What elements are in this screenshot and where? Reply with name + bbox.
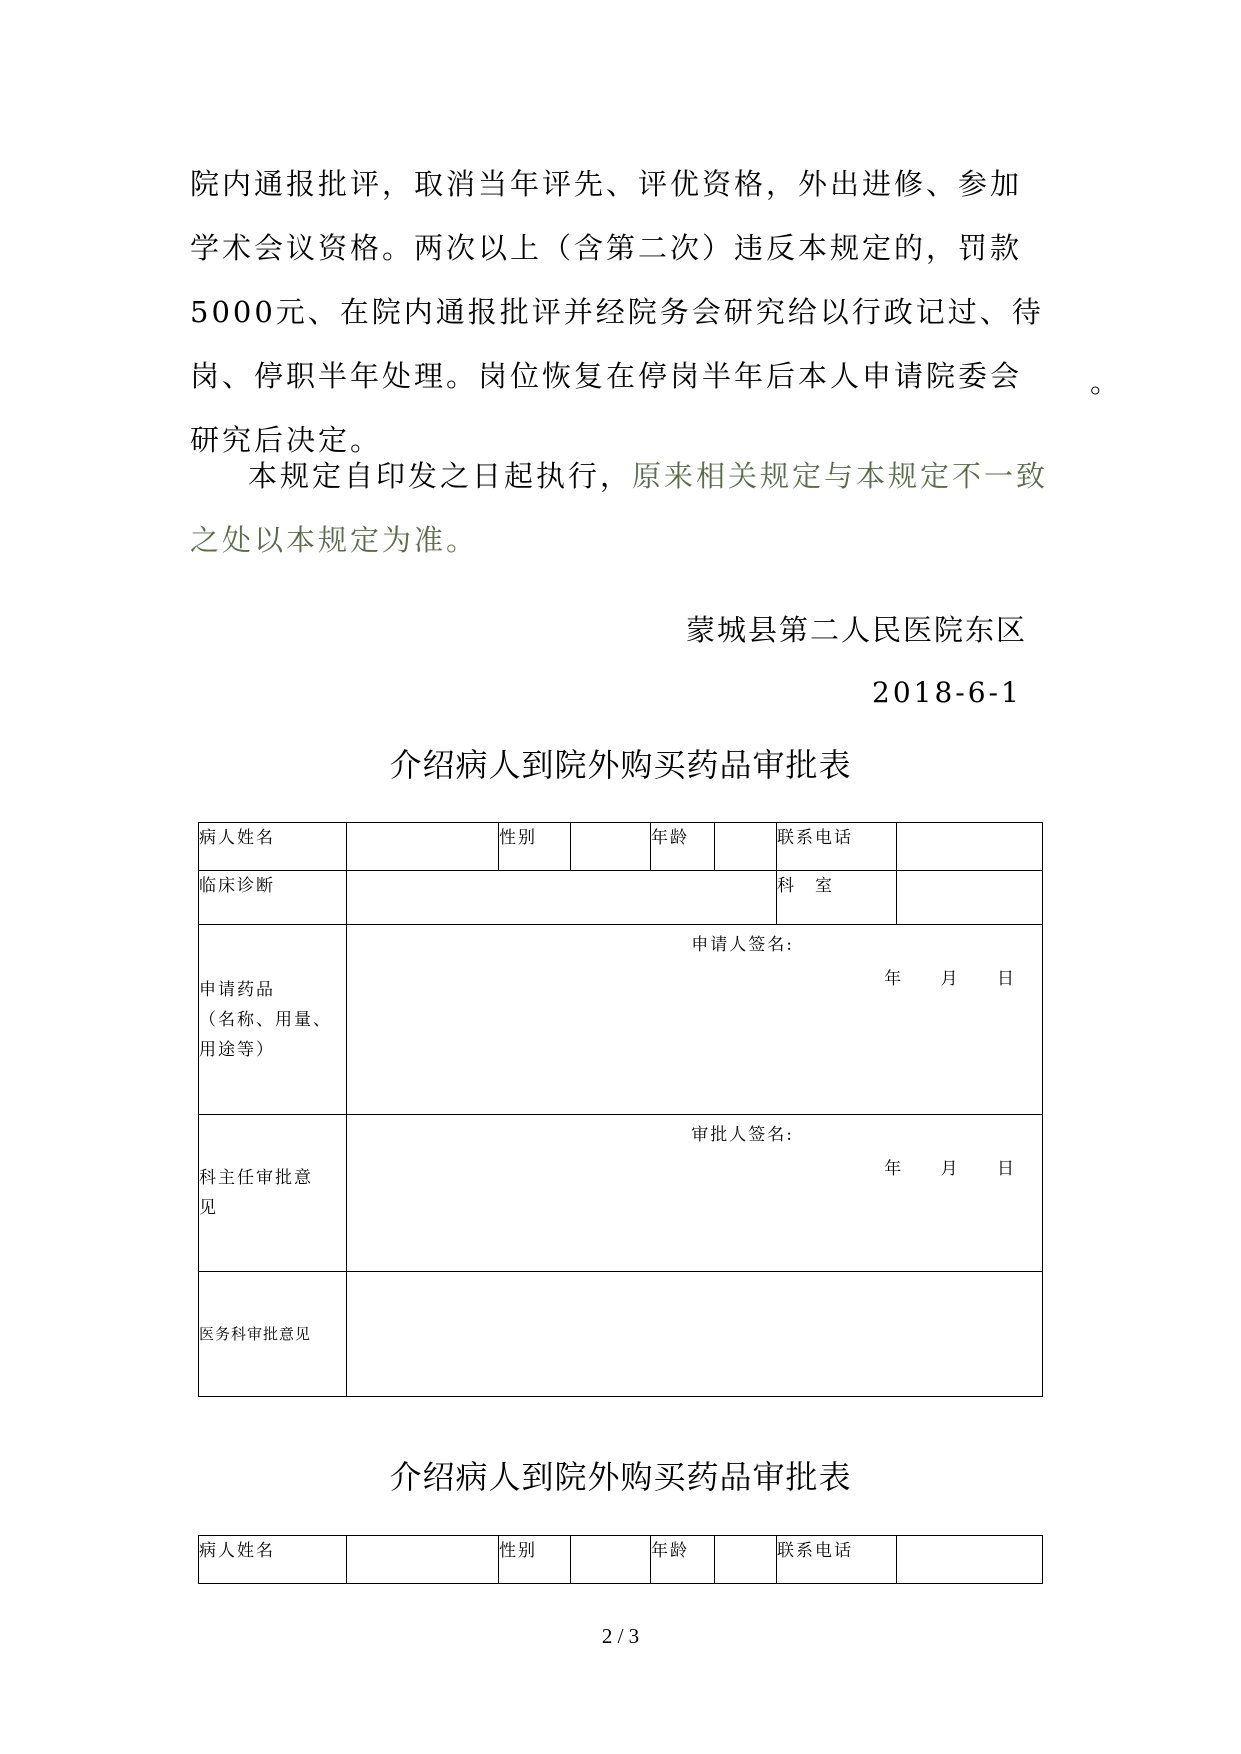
drug-label-line1: 申请药品 — [199, 979, 275, 1000]
paragraph-effective-rest: 原来相关规定与本规定不一致之处以本规定为准。 — [190, 459, 1049, 557]
phone-field-2[interactable] — [897, 1536, 1043, 1584]
director-approval-label — [199, 1115, 347, 1272]
page-number: 2 / 3 — [601, 1624, 640, 1648]
form2-title: 介绍病人到院外购买药品审批表 — [389, 1458, 852, 1496]
age-field[interactable] — [715, 823, 777, 871]
diagnosis-label: 临床诊断 — [199, 871, 347, 925]
diagnosis-field[interactable] — [347, 871, 777, 925]
paragraph-penalty — [190, 152, 1050, 472]
patient-name-field-2[interactable] — [347, 1536, 499, 1584]
phone-label: 联系电话 — [777, 823, 897, 871]
trailing-mark: 。 — [1090, 365, 1120, 399]
medical-affairs-label: 医务科审批意见 — [199, 1272, 347, 1397]
drug-request-field[interactable] — [347, 925, 1043, 1115]
medical-affairs-field[interactable] — [347, 1272, 1043, 1397]
paragraph-penalty-text: 院内通报批评，取消当年评先、评优资格，外出进修、参加学术会议资格。两次以上（含第二次）违反本规定的，罚款5000元、在院内通报批评并经院务会研究给以行政记过、待岗、停职半年处理。岗位恢复在停岗半年后本人申请院委会研究后决定。 — [190, 167, 1044, 457]
form1-title: 介绍病人到院外购买药品审批表 — [389, 746, 852, 784]
signature-date: 2018-6-1 — [872, 676, 1022, 709]
age-label: 年龄 — [651, 823, 715, 871]
director-label-line1: 科主任审批意 — [199, 1168, 313, 1188]
approval-form-2 — [198, 1535, 1043, 1584]
paragraph-effective — [190, 444, 1050, 572]
patient-name-label-2: 病人姓名 — [199, 1536, 347, 1584]
age-field-2[interactable] — [715, 1536, 777, 1584]
department-field[interactable] — [897, 871, 1043, 925]
gender-field[interactable] — [571, 823, 651, 871]
age-label-2: 年龄 — [651, 1536, 715, 1584]
applicant-signature: 申请人签名: — [691, 935, 794, 955]
applicant-date: 年 月 日 — [884, 969, 1016, 989]
director-approval-field[interactable] — [347, 1115, 1043, 1272]
patient-name-label: 病人姓名 — [199, 823, 347, 871]
approver-signature: 审批人签名: — [691, 1125, 794, 1145]
patient-name-field[interactable] — [347, 823, 499, 871]
director-label-line2: 见 — [199, 1198, 218, 1218]
phone-label-2: 联系电话 — [777, 1536, 897, 1584]
drug-label-line3: 用途等） — [199, 1039, 275, 1060]
approval-form-1 — [198, 822, 1043, 1397]
drug-request-label — [199, 925, 347, 1115]
gender-field-2[interactable] — [571, 1536, 651, 1584]
drug-label-line2: （名称、用量、 — [199, 1009, 332, 1030]
department-label: 科 室 — [777, 871, 897, 925]
gender-label-2: 性别 — [499, 1536, 571, 1584]
gender-label: 性别 — [499, 823, 571, 871]
paragraph-effective-start: 本规定自印发之日起执行， — [248, 459, 633, 493]
signature-organization: 蒙城县第二人民医院东区 — [686, 613, 1028, 647]
phone-field[interactable] — [897, 823, 1043, 871]
approver-date: 年 月 日 — [884, 1159, 1016, 1179]
